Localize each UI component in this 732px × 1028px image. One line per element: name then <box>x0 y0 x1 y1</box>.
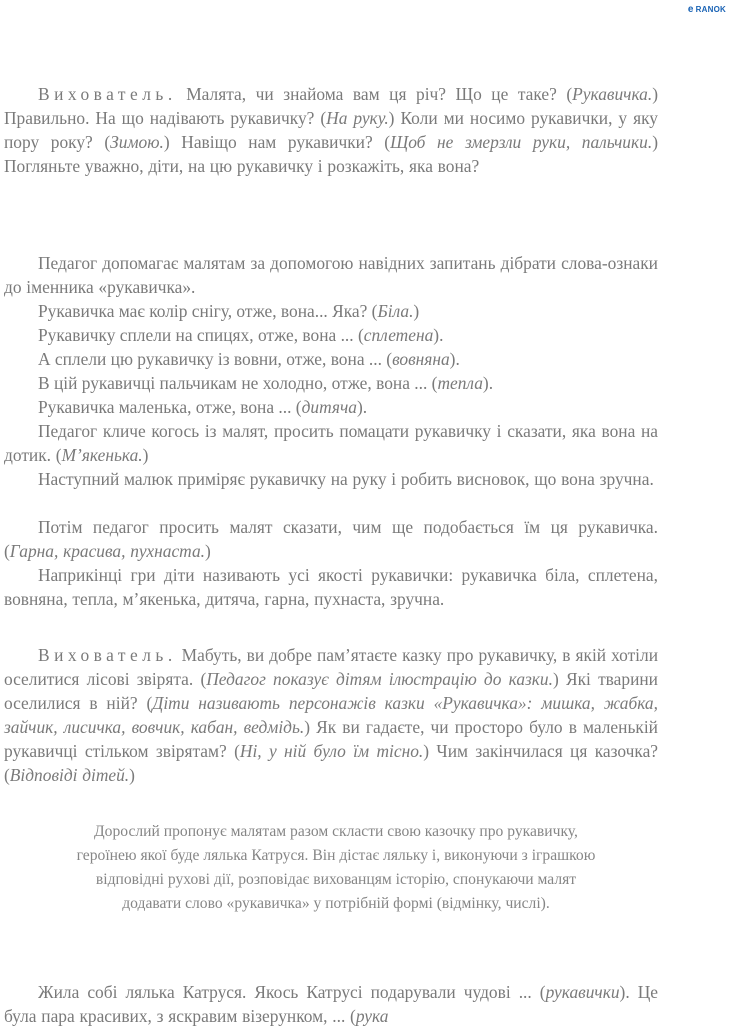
speaker-label: Вихователь. <box>38 645 177 665</box>
answer: рукавички <box>545 982 620 1002</box>
answer: Гарна, красива, пухнаста. <box>9 541 205 561</box>
answer: На руку. <box>326 108 389 128</box>
text: ) <box>142 445 149 465</box>
question-line-3 <box>4 347 658 371</box>
text: Рукавичку сплели на спицях, отже, вона ... ( <box>38 325 364 345</box>
text: ) Як ви гадаєте, чи просторо було в маленькій рукавичці стільком звірятам? ( <box>4 717 658 761</box>
text: Педагог кличе когось із малят, просить помацати рукавичку і сказати, яка вона на дотик. ( <box>4 421 658 465</box>
paragraph-instruction: Педагог допомагає малятам за допомогою навідних запитань дібрати слова-ознаки до іменника «рукавичка». <box>4 253 658 297</box>
teacher-note: Дорослий пропонує малятам разом скласти свою казочку про рукавичку, героїнею якої буде лялька Катруся. Він дістає ляльку і, виконуючи з іграшкою відповідні рухові дії, розповідає вихованцям історію, спонукаючи малят додавати слово «рукавичка» у потрібній формі (відмінку, числі). <box>76 823 596 912</box>
answer: сплетена <box>363 325 434 345</box>
text: ) Чим закінчилася ця казочка? ( <box>4 741 659 785</box>
logo-mark: e <box>687 4 694 15</box>
paragraph-educator-1 <box>4 82 658 178</box>
paragraph-likes <box>4 515 658 563</box>
answer: М’якенька. <box>61 445 143 465</box>
text: ) <box>413 301 420 321</box>
question-line-5 <box>4 395 658 419</box>
text: ). Це була пара красивих, з яскравим візерунком, ... ( <box>4 982 658 1026</box>
text: ) Навіщо нам рукавички? ( <box>163 132 391 152</box>
text: Мабуть, ви добре пам’ятаєте казку про рукавичку, в якій хотіли оселитися лісові звірята. ( <box>4 645 658 689</box>
paragraph-try-on: Наступний малюк приміряє рукавичку на руку і робить висновок, що вона зручна. <box>38 469 654 489</box>
text: ). <box>433 325 444 345</box>
text: ) Які тварини оселилися в ній? ( <box>4 669 658 713</box>
paragraph-summary: Наприкінці гри діти називають усі якості рукавички: рукавичка біла, сплетена, вовняна, тепла, м’якенька, дитяча, гарна, пухнаста, зручна. <box>4 565 658 609</box>
text: ). <box>449 349 460 369</box>
speaker-label: Вихователь. <box>38 84 177 104</box>
answer: Біла. <box>377 301 414 321</box>
paragraph-story <box>4 980 658 1028</box>
text: Жила собі лялька Катруся. Якось Катрусі подарували чудові ... ( <box>38 982 546 1002</box>
answer: Зимою. <box>110 132 164 152</box>
answer: тепла <box>437 373 483 393</box>
answer: Відповіді дітей. <box>9 765 130 785</box>
logo-text: RANOK <box>695 5 726 14</box>
answer: Педагог показує дітям ілюстрацію до казки. <box>206 669 553 689</box>
text: ) <box>205 541 211 561</box>
answer: Рукавичка. <box>572 84 653 104</box>
text: ) <box>129 765 135 785</box>
answer: рука <box>355 1006 389 1026</box>
text: В цій рукавичці пальчикам не холодно, отже, вона ... ( <box>38 373 438 393</box>
text: Малята, чи знайома вам ця річ? Що це таке? ( <box>176 84 573 104</box>
text: ) Погляньте уважно, діти, на цю рукавичку і розкажіть, яка вона? <box>4 132 658 176</box>
question-line-4 <box>4 371 658 395</box>
paragraph-educator-2 <box>4 643 658 787</box>
text: А сплели цю рукавичку із вовни, отже, вона ... ( <box>38 349 393 369</box>
text: ). <box>482 373 494 393</box>
text: Рукавичка маленька, отже, вона ... ( <box>38 397 302 417</box>
text: Потім педагог просить малят сказати, чим ще подобається їм ця рукавичка. ( <box>4 517 658 561</box>
text: Рукавичка має колір снігу, отже, вона... Яка? ( <box>38 301 378 321</box>
text: ) Правильно. На що надівають рукавичку? ( <box>4 84 658 128</box>
answer: Щоб не змерзли руки, пальчики. <box>390 132 653 152</box>
text: ) Коли ми носимо рукавички, у яку пору року? ( <box>4 108 658 152</box>
question-line-2 <box>4 323 658 347</box>
publisher-logo <box>688 4 726 15</box>
answer: вовняна <box>392 349 450 369</box>
paragraph-touch <box>4 419 658 467</box>
question-line-1 <box>4 299 658 323</box>
text: ). <box>356 397 368 417</box>
answer: Діти називають персонажів казки «Рукавичка»: мишка, жабка, зайчик, лисичка, вовчик, кабан, ведмідь. <box>4 693 658 737</box>
answer: Ні, у ній було їм тісно. <box>239 741 424 761</box>
answer: дитяча <box>301 397 357 417</box>
